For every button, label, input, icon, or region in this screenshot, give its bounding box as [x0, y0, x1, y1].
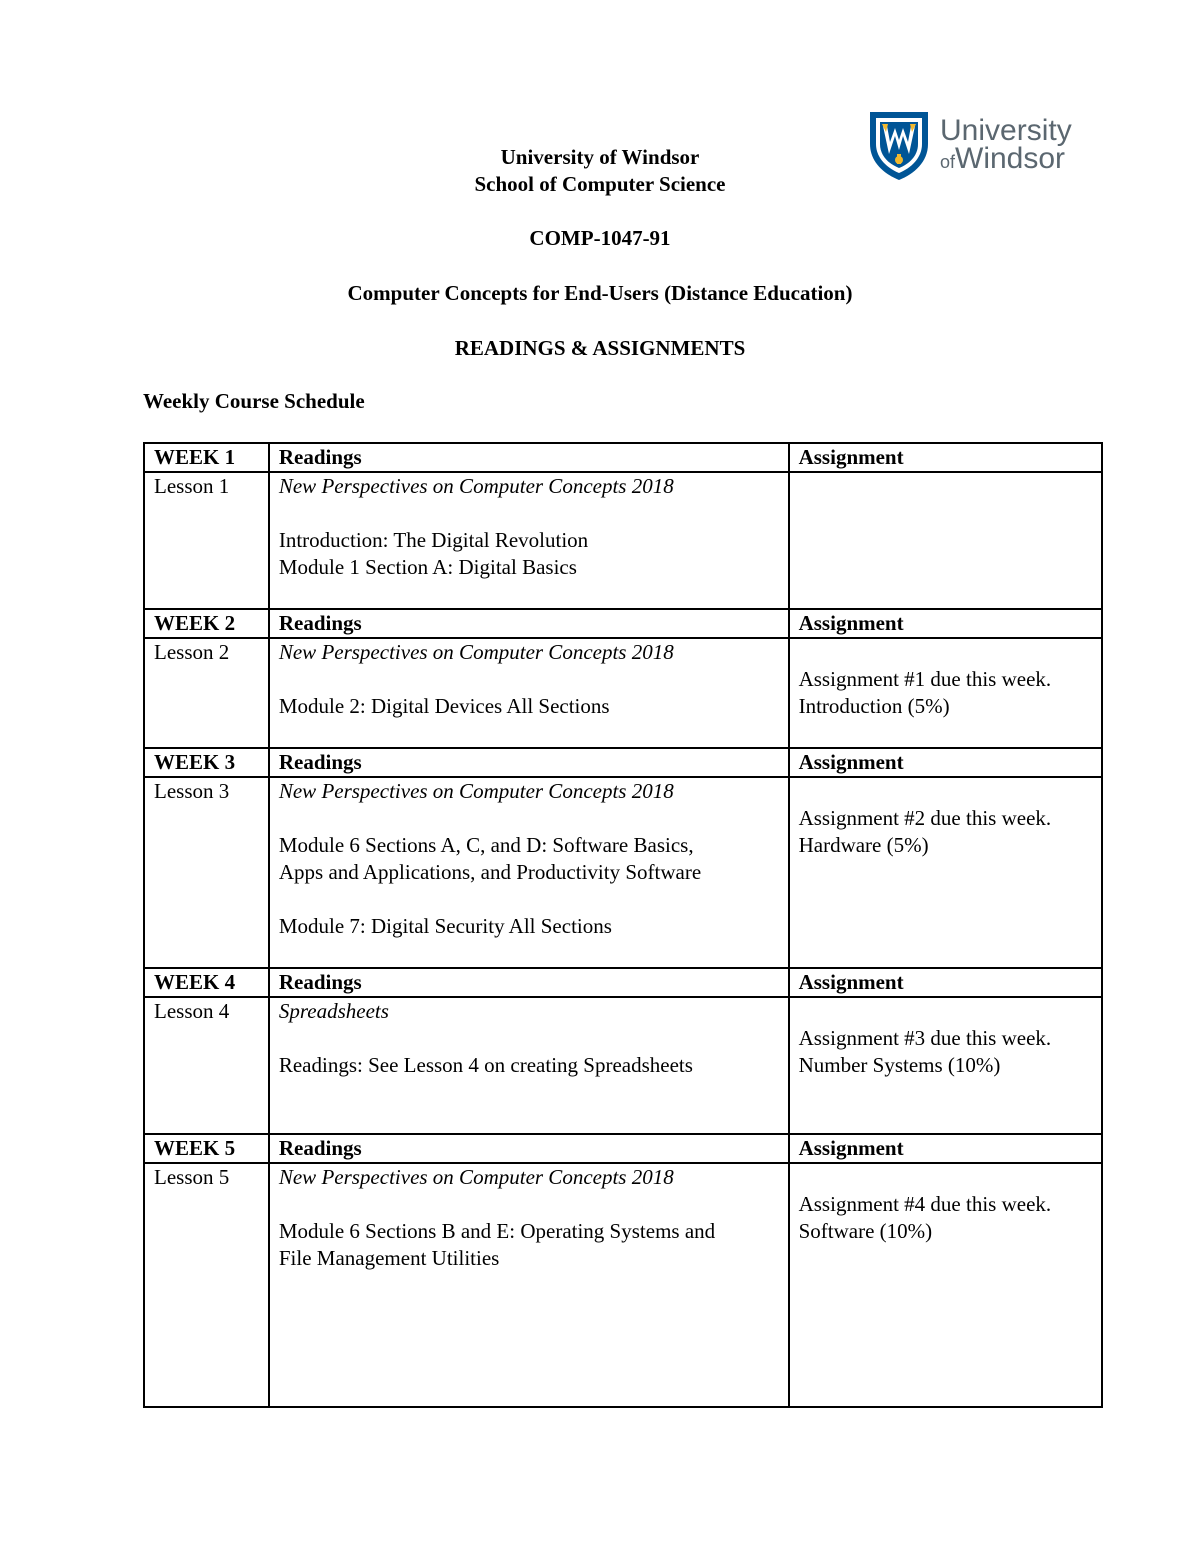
spacer	[799, 998, 1092, 1025]
schedule-heading: Weekly Course Schedule	[143, 389, 365, 413]
reading-line: File Management Utilities	[278, 1246, 500, 1270]
lesson-label: Lesson 4	[144, 997, 269, 1134]
lesson-label: Lesson 1	[144, 472, 269, 609]
university-name: University of Windsor	[500, 145, 700, 169]
week-content-row	[144, 777, 1102, 968]
week-header-row	[144, 968, 1102, 997]
spacer	[279, 1191, 779, 1218]
textbook-title: New Perspectives on Computer Concepts 2018	[278, 1165, 674, 1189]
lesson-label: Lesson 3	[144, 777, 269, 968]
lesson-label: Lesson 2	[144, 638, 269, 748]
spacer	[279, 1025, 779, 1052]
readings-cell	[269, 472, 789, 609]
week-content-row	[144, 997, 1102, 1134]
spacer	[799, 1164, 1092, 1191]
assignment-line: Assignment #2 due this week.	[798, 806, 1052, 830]
reading-line: Introduction: The Digital Revolution	[278, 528, 589, 552]
logo-text-university: University	[940, 114, 1072, 147]
textbook-title: New Perspectives on Computer Concepts 2018	[278, 779, 674, 803]
readings-cell	[269, 1163, 789, 1407]
logo-text-of: of	[940, 152, 956, 172]
week-content-row	[144, 1163, 1102, 1407]
week-header-row	[144, 748, 1102, 777]
week-content-row	[144, 472, 1102, 609]
spacer	[279, 500, 779, 527]
week-header-row	[144, 443, 1102, 472]
textbook-title: New Perspectives on Computer Concepts 2018	[278, 640, 674, 664]
assignment-cell	[789, 777, 1102, 968]
logo-text-windsor-main: Windsor	[955, 142, 1066, 175]
assignment-cell	[789, 997, 1102, 1134]
spacer	[279, 805, 779, 832]
reading-line: Module 2: Digital Devices All Sections	[278, 694, 610, 718]
reading-line: Module 6 Sections B and E: Operating Systems and	[278, 1219, 716, 1243]
week-label: WEEK 3	[144, 748, 269, 777]
spacer	[799, 639, 1092, 666]
readings-header: Readings	[269, 443, 789, 472]
readings-cell	[269, 997, 789, 1134]
lesson-label: Lesson 5	[144, 1163, 269, 1407]
assignment-line: Introduction (5%)	[798, 694, 950, 718]
week-content-row	[144, 638, 1102, 748]
assignment-line: Assignment #1 due this week.	[798, 667, 1052, 691]
readings-header: Readings	[269, 968, 789, 997]
assignment-header: Assignment	[789, 609, 1102, 638]
readings-cell	[269, 777, 789, 968]
textbook-title: Spreadsheets	[278, 999, 389, 1023]
assignment-cell	[789, 472, 1102, 609]
readings-cell	[269, 638, 789, 748]
school-name: School of Computer Science	[474, 172, 726, 196]
week-label: WEEK 4	[144, 968, 269, 997]
section-title: READINGS & ASSIGNMENTS	[454, 336, 746, 360]
week-label: WEEK 1	[144, 443, 269, 472]
assignment-line: Assignment #4 due this week.	[798, 1192, 1052, 1216]
assignment-line: Software (10%)	[798, 1219, 933, 1243]
assignment-line: Assignment #3 due this week.	[798, 1026, 1052, 1050]
reading-line: Module 7: Digital Security All Sections	[278, 914, 612, 938]
readings-header: Readings	[269, 609, 789, 638]
reading-line: Module 1 Section A: Digital Basics	[278, 555, 577, 579]
weekly-schedule-table	[143, 442, 1103, 1408]
spacer	[279, 886, 779, 913]
textbook-title: New Perspectives on Computer Concepts 2018	[278, 474, 674, 498]
readings-header: Readings	[269, 748, 789, 777]
assignment-cell	[789, 1163, 1102, 1407]
assignment-header: Assignment	[789, 968, 1102, 997]
reading-line: Readings: See Lesson 4 on creating Spreadsheets	[278, 1053, 693, 1077]
spacer	[799, 778, 1092, 805]
assignment-line: Number Systems (10%)	[798, 1053, 1001, 1077]
course-title: Computer Concepts for End-Users (Distance Education)	[347, 281, 853, 305]
course-code: COMP-1047-91	[529, 226, 671, 250]
spacer	[279, 666, 779, 693]
assignment-line: Hardware (5%)	[798, 833, 929, 857]
week-label: WEEK 2	[144, 609, 269, 638]
assignment-header: Assignment	[789, 443, 1102, 472]
assignment-cell	[789, 638, 1102, 748]
readings-header: Readings	[269, 1134, 789, 1163]
week-label: WEEK 5	[144, 1134, 269, 1163]
week-header-row	[144, 1134, 1102, 1163]
week-header-row	[144, 609, 1102, 638]
reading-line: Apps and Applications, and Productivity Software	[278, 860, 702, 884]
reading-line: Module 6 Sections A, C, and D: Software Basics,	[278, 833, 694, 857]
assignment-header: Assignment	[789, 1134, 1102, 1163]
assignment-header: Assignment	[789, 748, 1102, 777]
